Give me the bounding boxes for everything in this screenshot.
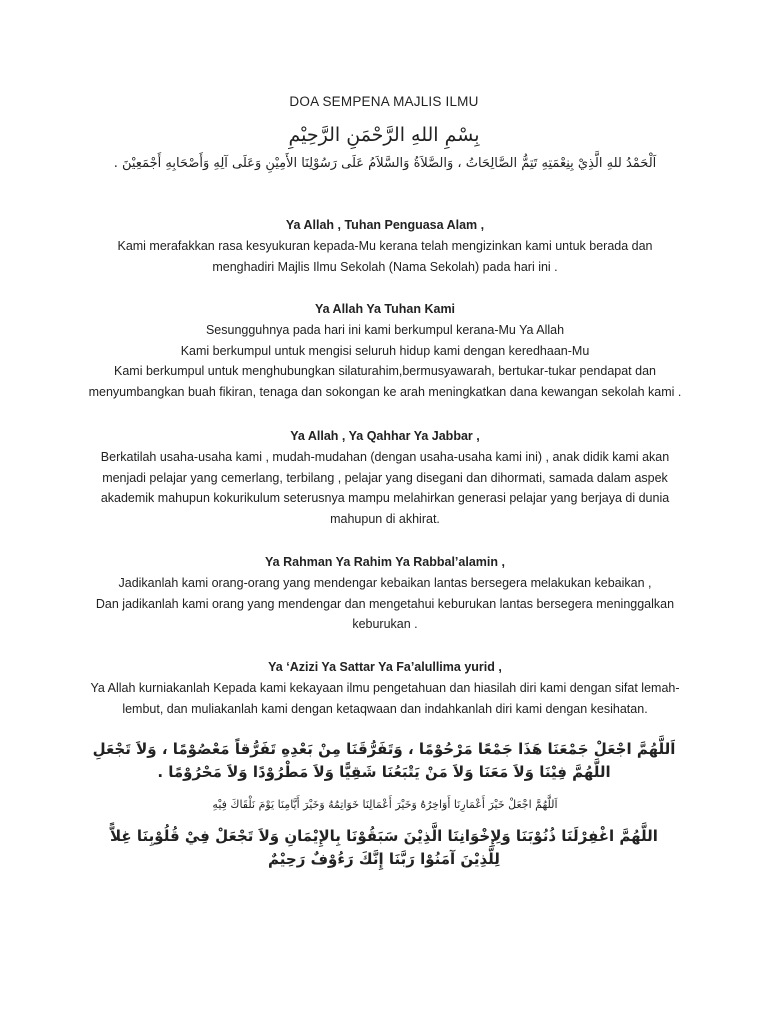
section-line: Berkatilah usaha-usaha kami , mudah-mudahan (dengan usaha-usaha kami ini) , anak didik kami akan [100,449,670,464]
arabic-prayer-1: اَللَّهُمَّ اجْعَلْ جَمْعَنَا هَذَا جَمْعًا مَرْحُوْمًا ، وَتَفَرُّقَنَا مِنْ بَعْدِهِ تَفَرُّقاً مَعْصُوْمًا ، وَلاَ تَجْعَلِ اللَّهُمَّ فِيْنَا وَلاَ مَعَنَا وَلاَ مَنْ يَتْبَعُنَا شَقِيًّا وَلاَ مَطْرُوْدًا وَلاَ مَحْرُوْمًا . [92,740,676,781]
opening-praise-text: اَلْحَمْدُ للهِ الَّذِيْ بِنِعْمَتِهِ تَتِمُّ الصَّالِحَاتُ ، وَالصَّلاَةُ وَالسَّلاَمُ عَلَى رَسُوْلِنَا الأَمِيْنِ وَعَلَى آلِهِ وَأَصْحَابِهِ أَجْمَعِيْنَ . [113,156,657,171]
section-heading: Ya Allah , Ya Qahhar Ya Jabbar , [290,429,480,443]
section-4 [60,552,710,635]
section-line: Kami berkumpul untuk mengisi seluruh hidup kami dengan keredhaan-Mu [180,343,590,358]
section-line: Ya Allah kurniakanlah Kepada kami kekayaan ilmu pengetahuan dan hiasilah diri kami dengan sifat lemah- [90,680,680,695]
section-2 [60,299,710,403]
section-line: mahupun di akhirat. [330,512,440,527]
arabic-prayer-3: اللَّهُمَّ اغْفِرْلَنَا ذُنُوْبَنَا وَلِإِخْوَانِنَا الَّذِيْنَ سَبَقُوْنَا بِالإِيْمَانِ وَلاَ تَجْعَلْ فِيْ قُلُوْبِنَا غِلاًّ لِلَّذِيْنَ آمَنُوْا رَبَّنَا إِنَّكَ رَءُوْفٌ رَحِيْمٌ [110,827,658,868]
section-5 [60,657,710,719]
section-line: lembut, dan muliakanlah kami dengan ketaqwaan dan indahkanlah diri kami dengan kesihatan. [122,701,648,716]
section-line: Kami berkumpul untuk menghubungkan silaturahim,bermusyawarah, bertukar-tukar pendapat dan [114,364,656,379]
section-heading: Ya Allah , Tuhan Penguasa Alam , [285,218,485,232]
section-1 [60,215,710,277]
section-line: menyumbangkan buah fikiran, tenaga dan sokongan ke arah meningkatkan dana kewangan sekolah kami . [88,385,682,400]
arabic-prayer-2: اَللَّهُمَّ اجْعَلْ خَيْرَ أَعْمَارِنَا أَوَاخِرُهُ وَخَيْرَ أَعْمَالِنَا خَوَاتِمُهُ وَخَيْرَ أَيَّامِنَا يَوْمَ نَلْقَاكَ فِيْهِ [212,798,558,811]
section-3 [60,426,710,530]
section-line: menghadiri Majlis Ilmu Sekolah (Nama Sekolah) pada hari ini . [212,259,558,274]
bismillah-text: بِسْمِ اللهِ الرَّحْمَنِ الرَّحِيْمِ [288,124,480,146]
section-line: akademik mahupun kokurikulum seterusnya mampu melahirkan generasi pelajar yang berjaya di dunia [100,491,670,506]
section-line: Jadikanlah kami orang-orang yang mendengar kebaikan lantas bersegera melakukan kebaikan , [118,575,652,590]
section-heading: Ya Allah Ya Tuhan Kami [314,302,456,316]
section-line: keburukan . [352,617,418,632]
section-line: Sesungguhnya pada hari ini kami berkumpul kerana-Mu Ya Allah [205,322,565,337]
section-line: Kami merafakkan rasa kesyukuran kepada-Mu kerana telah mengizinkan kami untuk berada dan [117,238,653,253]
section-heading: Ya Rahman Ya Rahim Ya Rabbal’alamin , [265,555,505,569]
section-heading: Ya ‘Azizi Ya Sattar Ya Fa’alullima yurid , [268,660,502,674]
document-title: DOA SEMPENA MAJLIS ILMU [289,94,479,109]
section-line: Dan jadikanlah kami orang yang mendengar dan mengetahui keburukan lantas bersegera meninggalkan [95,596,675,611]
section-line: menjadi pelajar yang cemerlang, terbilang , pelajar yang disegani dan dihormati, samada dalam aspek [102,470,668,485]
